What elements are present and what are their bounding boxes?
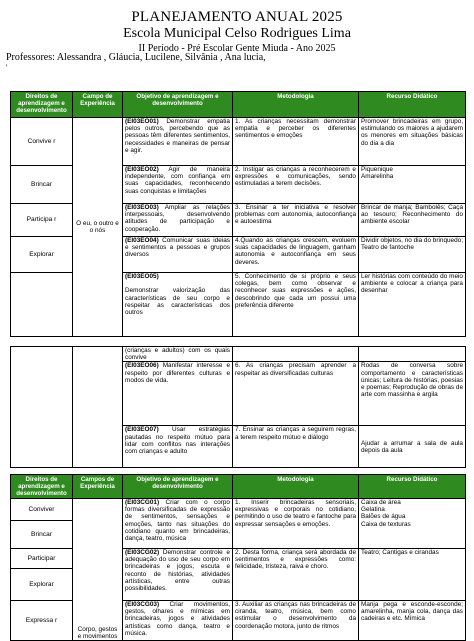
objetivo-cell — [123, 347, 233, 362]
recurso-cell — [359, 118, 466, 166]
header-metodologia: Metodologia — [233, 475, 359, 499]
objetivo-cell — [123, 237, 233, 273]
objetivo-cell — [123, 273, 233, 337]
header-recurso: Recurso Didático — [359, 475, 466, 499]
table-row — [11, 499, 466, 521]
metodologia-cell — [233, 601, 359, 641]
direito-cell: Brincar — [11, 521, 73, 549]
metodologia-text: 6. As crianças precisam aprender a respeitar as diversificadas culturas — [235, 362, 356, 377]
objective-code: (EI03EO05) — [125, 273, 159, 280]
header-campos: Campos de Experiência — [73, 475, 123, 499]
recurso-cell — [359, 426, 466, 468]
objetivo-cell — [123, 549, 233, 601]
metodologia-text: 2. Desta forma, criança será abordada de sentimentos e expressões como: felicidade, tristeza, raiva e choro. — [235, 549, 356, 571]
planning-table-2 — [10, 346, 466, 468]
planning-table-1 — [10, 91, 466, 337]
recurso-cell — [359, 601, 466, 641]
header-direitos: Direitos de aprendizagem e desenvolvimento — [11, 475, 73, 499]
metodologia-text: 3. Auxiliar as crianças nas brincadeiras de ciranda, teatro, música, bem como estimular o desenvolvimento da coordenação motora, junto de ritmos — [235, 601, 356, 630]
direito-cell: Participar — [11, 549, 73, 569]
campo-text: Corpo, gestos e movimentos — [77, 625, 118, 640]
professors-line: Professores: Alessandra , Gláucia, Lucilene, Silvânia , Ana lucia, — [6, 52, 266, 63]
recurso-cell — [359, 273, 466, 337]
objective-text: Demonstrar valorização das características de seu corpo e respeitar as características dos outros — [125, 287, 230, 317]
campo-cell — [73, 499, 123, 641]
metodologia-cell — [233, 166, 359, 204]
objective-code: (EI03EO04) — [125, 237, 159, 244]
objetivo-cell — [123, 499, 233, 549]
table-row — [11, 118, 466, 166]
recurso-cell — [359, 499, 466, 549]
objective-code: (EI03EO02) — [125, 166, 159, 173]
recurso-cell — [359, 237, 466, 273]
metodologia-text: 5. Conhecimento de si próprio e seus colegas, bem como observar e reconhecer suas expressões e ações, descobrindo que cada um possui uma preferência diferente — [235, 273, 356, 309]
objective-code: (EI03CG01) — [125, 499, 160, 506]
direito-cell: Participa r — [11, 204, 73, 237]
direito-cell: Expressa r — [11, 601, 73, 641]
objetivo-cell — [123, 166, 233, 204]
metodologia-cell — [233, 273, 359, 337]
direito-cell — [11, 273, 73, 337]
objetivo-cell — [123, 362, 233, 426]
objective-code: (EI03EO07) — [125, 426, 159, 434]
metodologia-text: 1. As crianças necessitam demonstrar empatia e perceber os diferentes sentimentos e emoções — [235, 118, 356, 140]
recurso-cell — [359, 362, 466, 426]
objetivo-cell — [123, 204, 233, 237]
metodologia-cell — [233, 347, 359, 362]
recurso-cell — [359, 549, 466, 601]
campo-cell: O eu, o outro e o nós — [73, 118, 123, 337]
recurso-cell — [359, 166, 466, 204]
recurso-text: Manja pega e esconde-esconde; amarelinha, manja cola, dança das cadeiras e etc. Mímica — [361, 601, 463, 623]
metodologia-text: 1. Inserir brincadeiras sensoriais, expressivas e corporais no cotidiano, permitindo o uso de teatro e fantoche para expressar sensações e emoções. — [235, 499, 356, 528]
recurso-cell — [359, 204, 466, 237]
objective-code: (EI03EO06) — [125, 362, 159, 370]
metodologia-text: 7. Ensinar as crianças a seguirem regras, a terem respeito mútuo e diálogo — [235, 426, 356, 441]
recurso-text: Promover brincadeiras em grupo, estimulando os maiores a ajudarem os menores em situações básicas do dia a dia — [361, 118, 463, 147]
objetivo-cell — [123, 601, 233, 641]
metodologia-cell — [233, 118, 359, 166]
objective-code: (EI03EO03) — [125, 204, 159, 211]
direito-cell: Convive r — [11, 118, 73, 166]
header-metodologia: Metodologia — [233, 92, 359, 118]
campo-cell — [73, 347, 123, 468]
metodologia-text: 4.Quando as crianças crescem, evoluem suas capacidades de linguagem, ganham autonomia e autoconfiança em seus deveres. — [235, 237, 356, 266]
document-header — [0, 10, 474, 55]
metodologia-cell — [233, 204, 359, 237]
recurso-text: Teatro; Cantigas e cirandas — [361, 549, 439, 556]
table-row — [11, 347, 466, 362]
objective-text: Comunicar suas ideias e sentimentos a pessoas e grupos diversos — [125, 237, 230, 259]
objective-code: (EI03CG03) — [125, 601, 160, 608]
objective-code: (EI03EO01) — [125, 118, 159, 125]
objective-text: Agir de maneira independente, com confiança em suas capacidades, reconhecendo suas conquistas e limitações — [125, 166, 230, 195]
recurso-text: Brincar de manja; Bambolês; Caça ao tesouro; Reconhecimento do ambiente escolar — [361, 204, 463, 226]
metodologia-cell — [233, 426, 359, 468]
direito-cell — [11, 347, 73, 468]
stray-mark: ' — [6, 63, 8, 72]
direito-cell: Brincar — [11, 166, 73, 204]
metodologia-text: 2. Instigar as crianças a reconhecerem e expressões e comunicações, sendo estimuladas a terem decisões. — [235, 166, 356, 188]
objective-code: (EI03CG02) — [125, 549, 160, 556]
metodologia-cell — [233, 362, 359, 426]
planning-table-3 — [10, 474, 466, 641]
recurso-text: Ler histórias com conteúdo do meio ambiente e colocar a criança para desenhar — [361, 273, 463, 295]
objective-text: Demonstrar empatia pelos outros, percebendo que as pessoas têm diferentes sentimentos, necessidades e maneiras de pensar e agir. — [125, 118, 230, 154]
metodologia-text: 3. Ensinar a ter iniciativa e resolver problemas com autonomia, autoconfiança e autoestima — [235, 204, 356, 226]
metodologia-cell — [233, 549, 359, 601]
header-objetivo: Objetivo de aprendizagem e desenvolvimento — [123, 92, 233, 118]
objective-text: Usar estratégias pautadas no respeito mútuo para lidar com conflitos nas interações com crianças e adulto — [125, 426, 230, 456]
recurso-cell — [359, 347, 466, 362]
recurso-text: Piquenique Amarelinha — [361, 166, 394, 181]
metodologia-cell — [233, 499, 359, 549]
header-recurso: Recurso Didático — [359, 92, 466, 118]
objective-text: Criar movimentos, gestos, olhares e mímicas em brincadeiras, jogos e atividades artísticas como dança, teatro e música. — [125, 601, 230, 637]
direito-cell: Explorar — [11, 569, 73, 601]
objetivo-cell — [123, 118, 233, 166]
objetivo-cell — [123, 426, 233, 468]
header-direitos: Direitos de aprendizagem e desenvolvimento — [11, 92, 73, 118]
recurso-text: Ajudar a arrumar a sala de aula depois da aula — [361, 439, 463, 454]
period-line: II Período - Pré Escolar Gente Miuda - Ano 2025 — [138, 43, 336, 54]
objective-text: Criar com o corpo formas diversificadas de expressão de sentimentos, sensações e emoções, tanto nas situações do cotidiano quanto em brincadeiras, dança, teatro, música — [125, 499, 230, 543]
recurso-text: Caixa de área Gelatina Balões de água Caixa de texturas — [361, 499, 411, 528]
objective-text: Demonstrar controle e adequação do uso de seu corpo em brincadeiras e jogos, escuta e reconto de histórias, atividades artísticas, entre outras possibilidades. — [125, 549, 230, 593]
objective-text: Ampliar as relações interpessoais, desenvolvendo atitudes de participação e cooperação. — [125, 204, 230, 233]
recurso-text: Dividir objetos, no dia do brinquedo; Teatro de fantoche — [361, 237, 463, 252]
recurso-text: Rodas de conversa sobre comportamento e características únicas; Leitura de histórias, poesias e poemas; Reprodução de obras de arte com massinha e argila — [361, 362, 463, 399]
document-title: PLANEJAMENTO ANUAL 2025 — [131, 9, 343, 25]
school-name: Escola Municipal Celso Rodrigues Lima — [123, 26, 351, 41]
metodologia-cell — [233, 237, 359, 273]
objective-text: Manifestar interesse e respeito por diferentes culturas e modos de vida. — [125, 362, 231, 384]
direito-cell: Explorar — [11, 237, 73, 273]
direito-cell: Conviver — [11, 499, 73, 521]
header-objetivo: Objetivo de aprendizagem e desenvolvimento — [123, 475, 233, 499]
objective-text: (crianças e adultos) com os quais convive — [125, 347, 230, 362]
header-campo: Campo de Experiência — [73, 92, 123, 118]
